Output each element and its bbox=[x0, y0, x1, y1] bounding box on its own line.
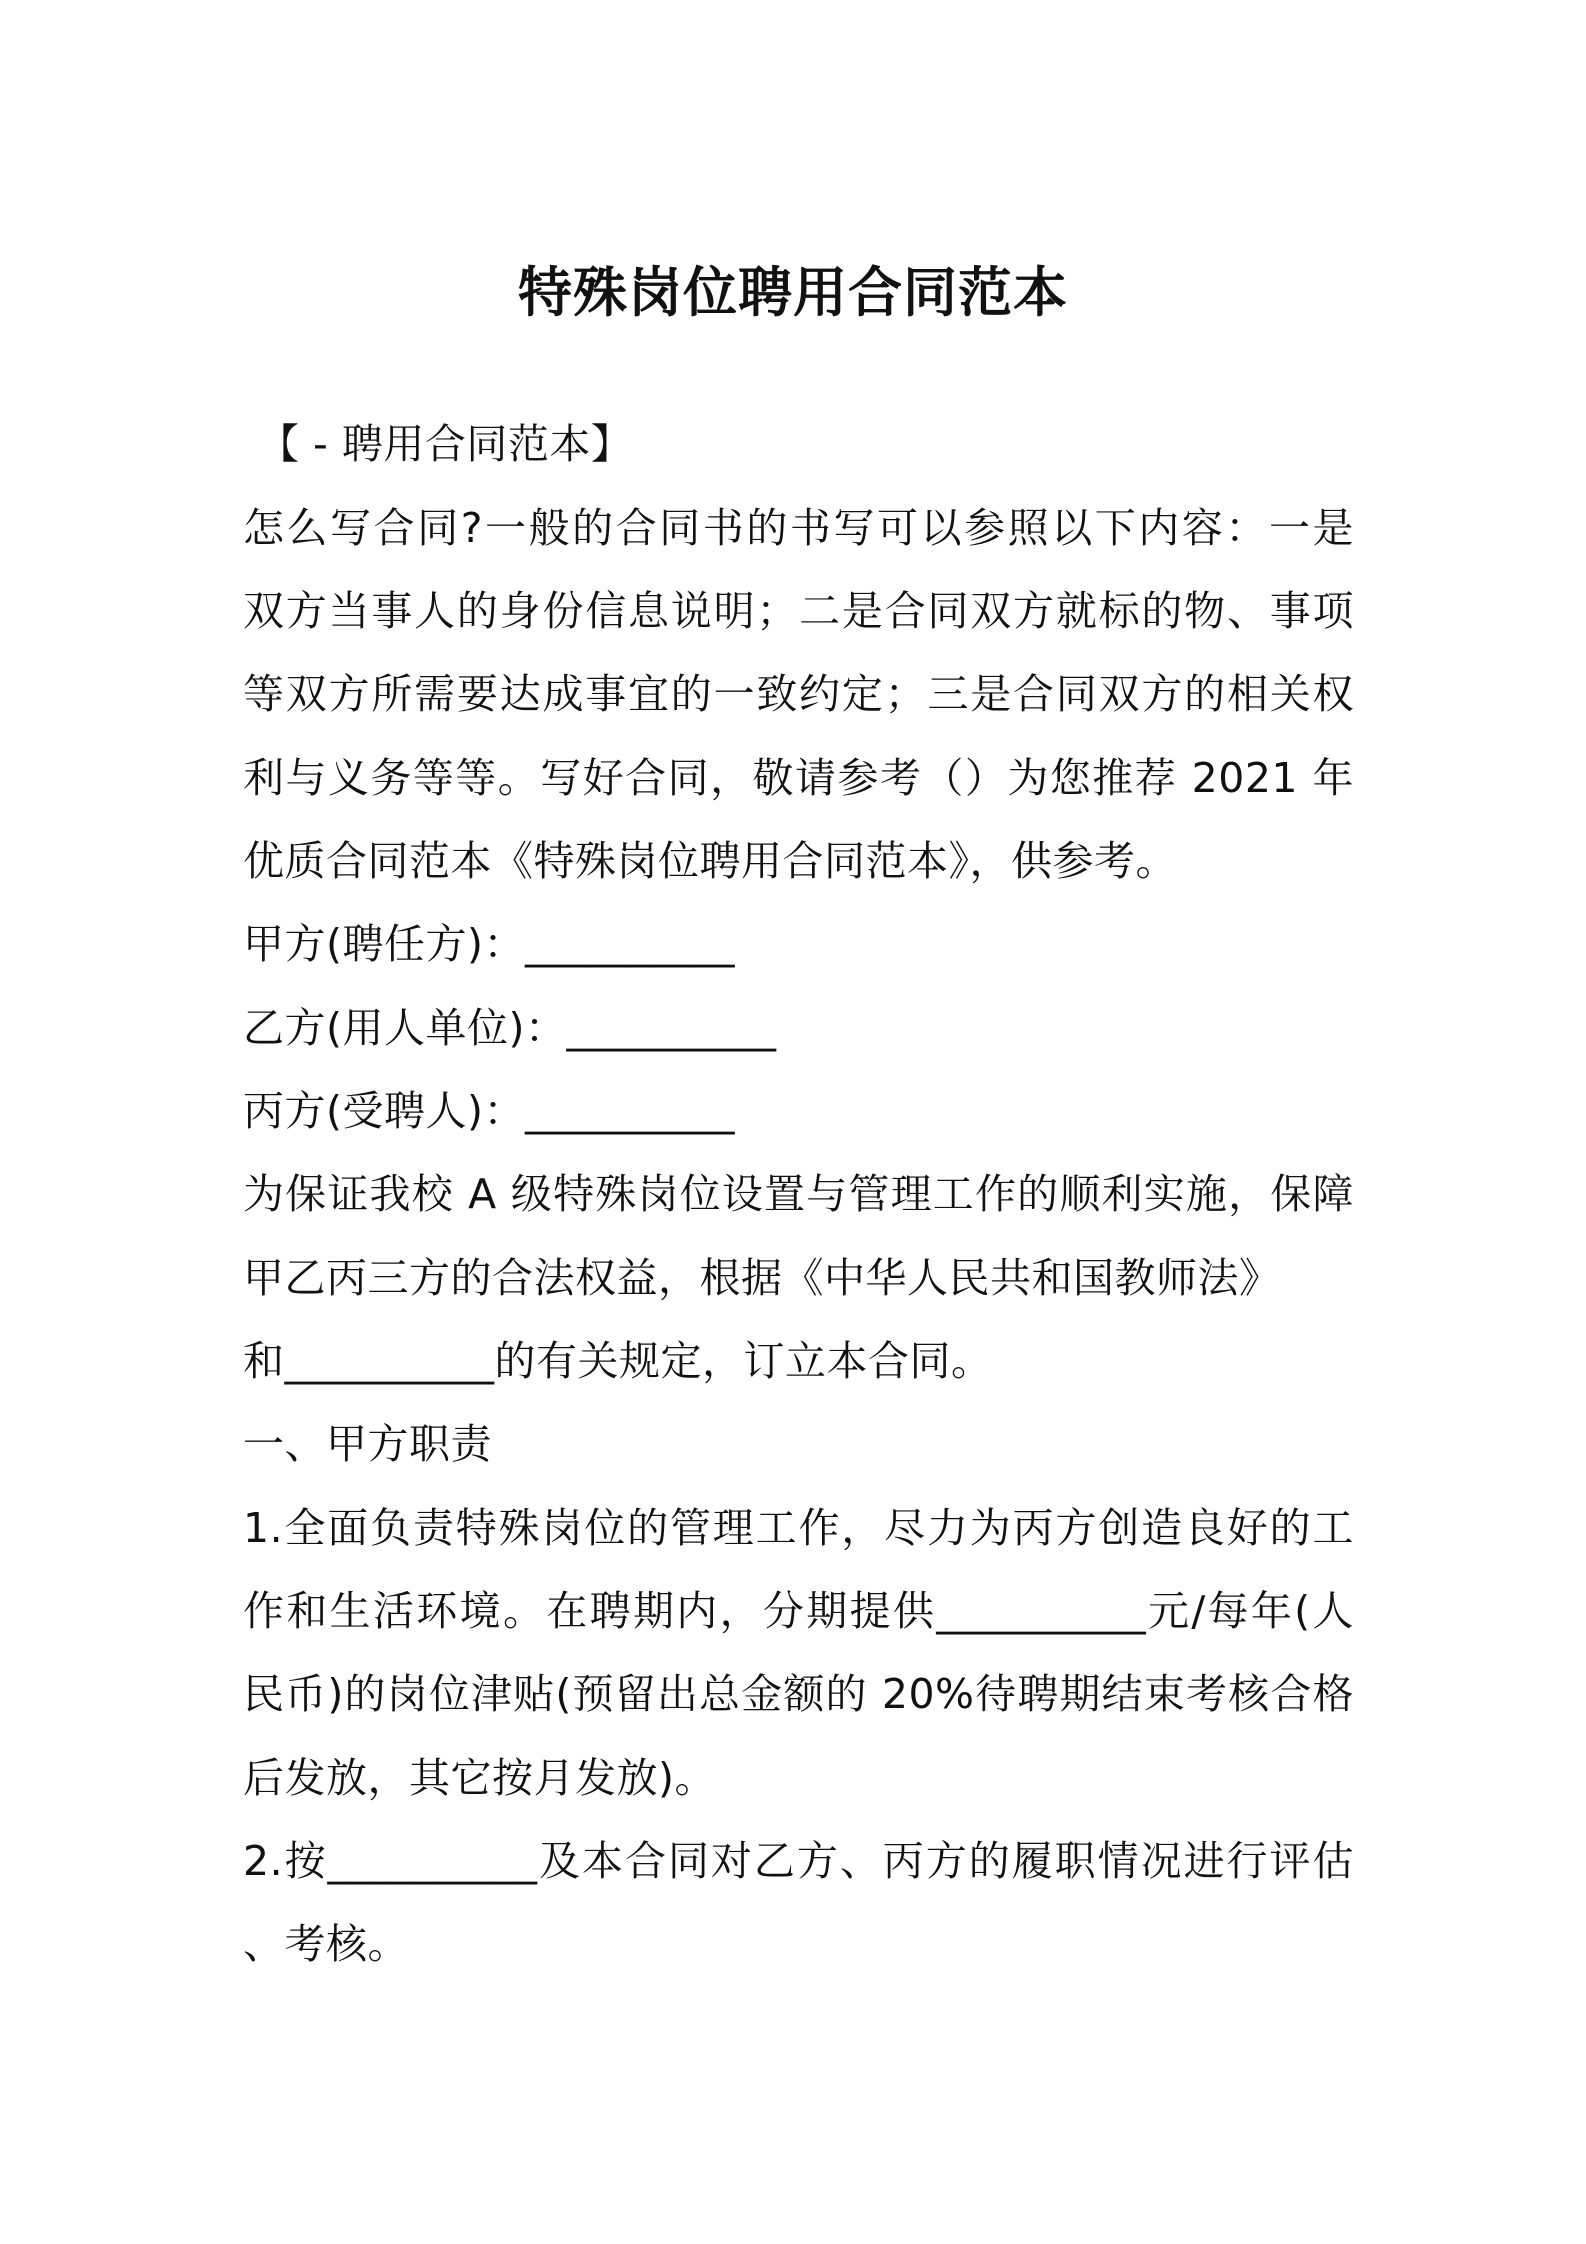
document-title: 特殊岗位聘用合同范本 bbox=[518, 261, 1068, 324]
paragraph-line: 和__________的有关规定，订立本合同。 bbox=[243, 1337, 993, 1385]
paragraph-line: 等双方所需要达成事宜的一致约定；三是合同双方的相关权 bbox=[243, 670, 1354, 718]
clause-line: 、考核。 bbox=[243, 1920, 409, 1968]
clause-line: 民币)的岗位津贴(预留出总金额的 20%待聘期结束考核合格 bbox=[243, 1670, 1354, 1718]
party-c-field: 丙方(受聘人)：__________ bbox=[243, 1087, 735, 1135]
paragraph-line: 甲乙丙三方的合法权益，根据《中华人民共和国教师法》 bbox=[243, 1254, 1281, 1302]
party-a-field: 甲方(聘任方)：__________ bbox=[243, 920, 735, 968]
clause-line: 作和生活环境。在聘期内，分期提供__________元/每年(人 bbox=[243, 1587, 1354, 1635]
party-b-field: 乙方(用人单位)：__________ bbox=[243, 1004, 777, 1052]
clause-line: 1.全面负责特殊岗位的管理工作，尽力为丙方创造良好的工 bbox=[243, 1504, 1354, 1552]
paragraph-line: 怎么写合同?一般的合同书的书写可以参照以下内容：一是 bbox=[243, 504, 1354, 552]
section-heading-template: 【 - 聘用合同范本】 bbox=[258, 420, 633, 468]
section-heading: 一、甲方职责 bbox=[243, 1420, 492, 1468]
paragraph-line: 双方当事人的身份信息说明；二是合同双方就标的物、事项 bbox=[243, 587, 1354, 635]
clause-line: 2.按__________及本合同对乙方、丙方的履职情况进行评估 bbox=[243, 1837, 1354, 1885]
paragraph-line: 为保证我校 A 级特殊岗位设置与管理工作的顺利实施，保障 bbox=[243, 1170, 1354, 1218]
paragraph-line: 利与义务等等。写好合同，敬请参考（）为您推荐 2021 年 bbox=[243, 754, 1354, 802]
clause-line: 后发放，其它按月发放)。 bbox=[243, 1754, 716, 1802]
paragraph-line: 优质合同范本《特殊岗位聘用合同范本》，供参考。 bbox=[243, 837, 1177, 885]
